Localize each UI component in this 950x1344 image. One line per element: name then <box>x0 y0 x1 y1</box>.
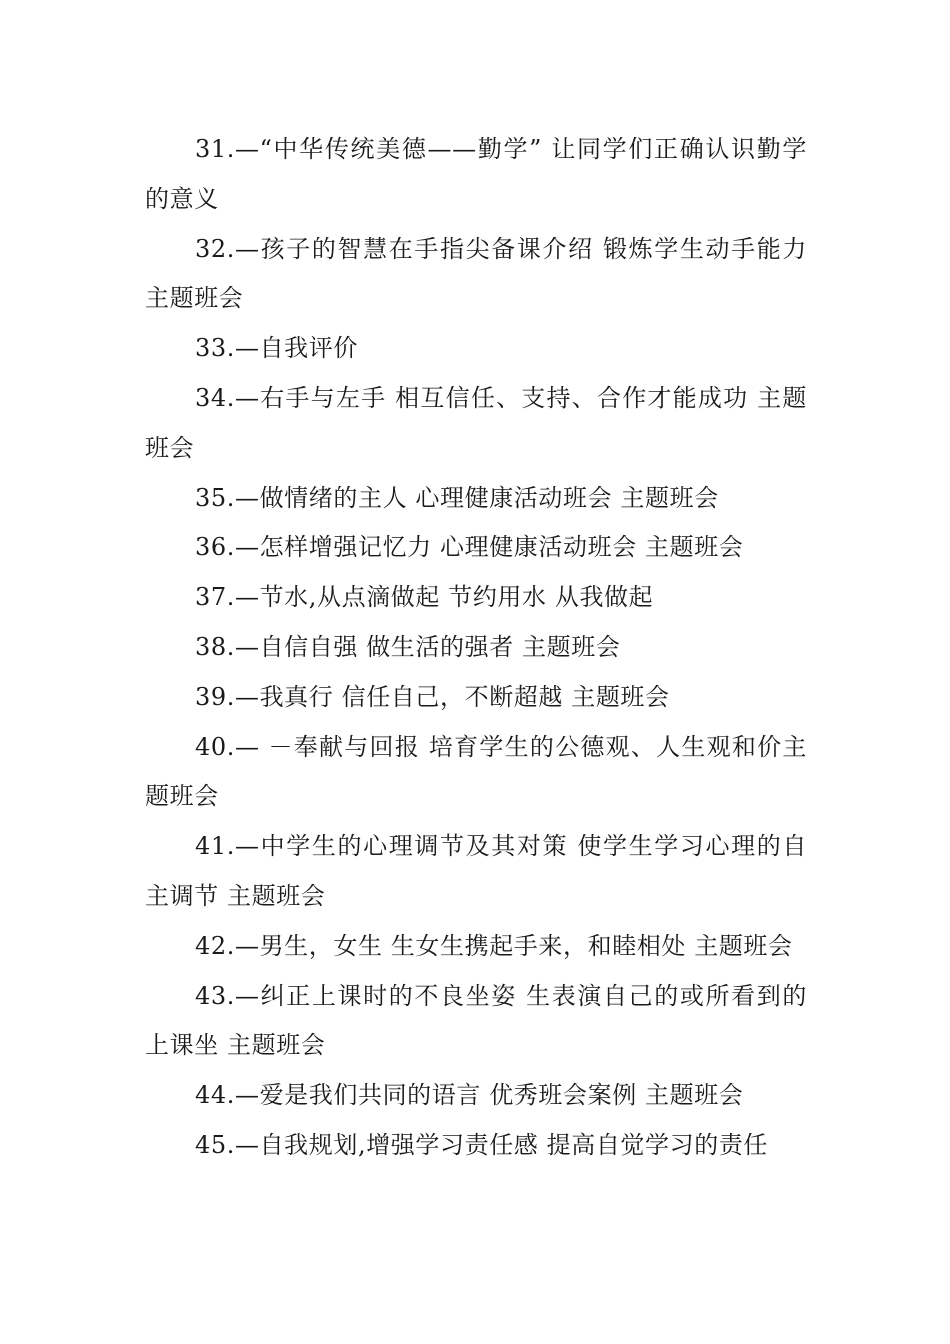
list-item: 37.—节水,从点滴做起 节约用水 从我做起 <box>195 583 654 612</box>
list-item: 31.—“中华传统美德——勤学” 让同学们正确认识勤学的意义 <box>145 135 807 213</box>
list-item: 34.—右手与左手 相互信任、支持、合作才能成功 主题班会 <box>145 383 807 462</box>
list-item: 38.—自信自强 做生活的强者 主题班会 <box>195 632 621 661</box>
list-item: 43.—纠正上课时的不良坐姿 生表演自己的或所看到的上课坐 主题班会 <box>145 981 807 1060</box>
list-item: 35.—做情绪的主人 心理健康活动班会 主题班会 <box>195 483 719 512</box>
list-item: 40.— －奉献与回报 培育学生的公德观、人生观和价主题班会 <box>145 732 807 811</box>
list-item: 41.—中学生的心理调节及其对策 使学生学习心理的自主调节 主题班会 <box>145 832 807 910</box>
list-item: 33.—自我评价 <box>195 334 358 363</box>
list-item: 32.—孩子的智慧在手指尖备课介绍 锻炼学生动手能力 主题班会 <box>145 234 807 313</box>
list-item: 39.—我真行 信任自己，不断超越 主题班会 <box>195 682 670 711</box>
list-item: 36.—怎样增强记忆力 心理健康活动班会 主题班会 <box>195 533 744 562</box>
list-item: 45.—自我规划,增强学习责任感 提高自觉学习的责任 <box>195 1130 769 1159</box>
list-item: 42.—男生，女生 生女生携起手来，和睦相处 主题班会 <box>195 931 793 960</box>
list-item: 44.—爱是我们共同的语言 优秀班会案例 主题班会 <box>195 1081 744 1110</box>
document-body <box>145 125 807 1171</box>
